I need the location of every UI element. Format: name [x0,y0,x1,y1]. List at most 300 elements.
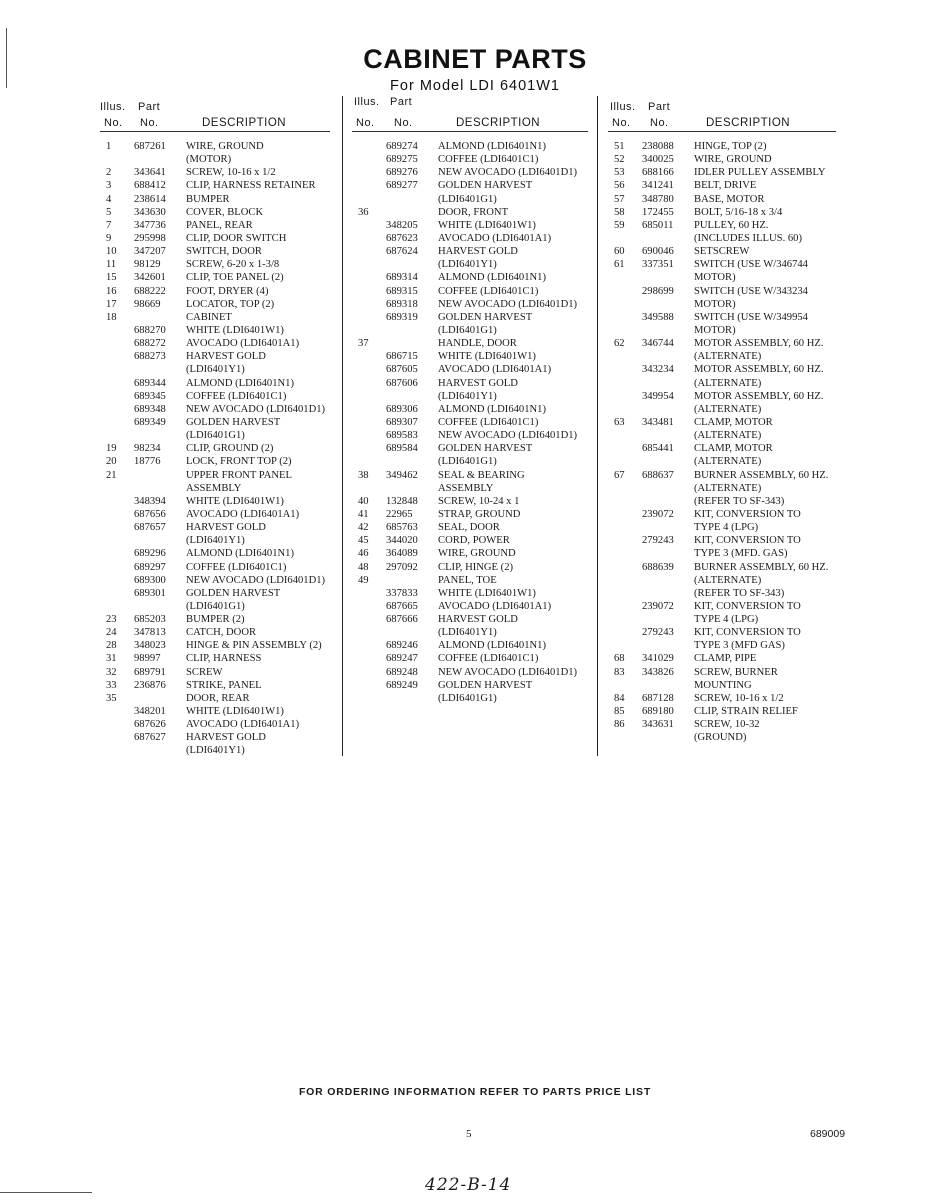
parts-row [614,692,844,705]
part-number: 689584 [386,443,418,455]
part-number: 689319 [386,311,418,323]
part-description: (REFER TO SF-343) [694,495,785,507]
part-description: CLIP, TOE PANEL (2) [186,272,284,284]
header-rule [352,131,588,132]
parts-row [106,521,341,534]
parts-row [614,337,844,350]
parts-row [358,166,598,179]
part-description: HARVEST GOLD [438,246,518,258]
part-description: HARVEST GOLD [186,732,266,744]
illus-number: 40 [358,495,369,507]
parts-column-2 [354,96,598,705]
parts-row [106,311,341,324]
parts-rows [358,140,598,705]
part-number: 348780 [642,193,674,205]
parts-row [614,613,844,626]
part-number: 238088 [642,141,674,152]
header-illus: Illus. [100,101,126,113]
part-description: BASE, MOTOR [694,193,765,205]
part-description: BURNER ASSEMBLY, 60 HZ. [694,469,829,481]
illus-number: 42 [358,522,369,534]
part-description: HARVEST GOLD [186,351,266,363]
parts-row [614,718,844,731]
part-description: MOTOR) [694,298,736,310]
part-description: (LDI6401Y1) [186,745,245,757]
header-part-no: No. [140,117,159,129]
parts-row [106,482,341,495]
part-description: BURNER ASSEMBLY, 60 HZ. [694,561,829,573]
part-description: COVER, BLOCK [186,206,264,218]
parts-row [614,232,844,245]
parts-row [106,179,341,192]
parts-row [358,495,598,508]
part-description: BOLT, 5/16-18 x 3/4 [694,206,783,218]
parts-row [614,166,844,179]
part-number: 689791 [134,666,166,678]
parts-row [358,271,598,284]
parts-row [106,600,341,613]
part-description: GOLDEN HARVEST [438,180,533,192]
parts-row [106,285,341,298]
illus-number: 84 [614,692,625,704]
part-number: 689344 [134,377,166,389]
part-description: DOOR, REAR [186,692,250,704]
parts-row [614,508,844,521]
part-number: 347207 [134,246,166,258]
parts-row [106,534,341,547]
part-number: 689276 [386,167,418,179]
part-description: WHITE (LDI6401W1) [186,706,284,718]
part-number: 689247 [386,653,418,665]
illus-number: 20 [106,456,117,468]
illus-number: 41 [358,508,369,520]
illus-number: 35 [106,692,117,704]
parts-row [614,429,844,442]
part-number: 236876 [134,679,166,691]
parts-row [358,521,598,534]
parts-row [614,377,844,390]
part-description: (ALTERNATE) [694,351,762,363]
part-description: KIT, CONVERSION TO [694,535,801,547]
header-illus: Illus. [354,96,380,108]
page-title: CABINET PARTS [363,44,587,74]
illus-number: 53 [614,167,625,179]
part-description: CLAMP, PIPE [694,653,757,665]
parts-row [106,206,341,219]
part-number: 688273 [134,351,166,363]
parts-row [358,587,598,600]
parts-row [106,390,341,403]
part-description: (LDI6401G1) [186,430,245,442]
part-description: CLIP, GROUND (2) [186,443,274,455]
parts-row [614,219,844,232]
parts-row [358,652,598,665]
part-description: AVOCADO (LDI6401A1) [438,364,552,376]
part-description: ALMOND (LDI6401N1) [438,640,546,652]
part-number: 687623 [386,232,418,244]
parts-row [358,613,598,626]
illus-number: 32 [106,666,117,678]
parts-row [358,258,598,271]
parts-row [614,153,844,166]
part-description: HINGE, TOP (2) [694,141,767,152]
illus-number: 33 [106,679,117,691]
part-number: 689246 [386,640,418,652]
parts-row [106,547,341,560]
part-description: LOCATOR, TOP (2) [186,298,275,310]
parts-row [614,311,844,324]
part-description: COFFEE (LDI6401C1) [438,154,539,166]
part-description: GOLDEN HARVEST [186,587,281,599]
parts-row [614,574,844,587]
illus-number: 58 [614,206,625,218]
parts-row [358,206,598,219]
parts-row [106,442,341,455]
parts-row [358,245,598,258]
part-number: 342601 [134,272,166,284]
part-number: 279243 [642,535,674,547]
part-number: 687261 [134,141,166,152]
header-part: Part [390,96,413,108]
parts-row [614,416,844,429]
part-description: GOLDEN HARVEST [438,311,533,323]
part-description: SWITCH (USE W/346744 [694,259,808,271]
illus-number: 56 [614,180,625,192]
parts-row [358,324,598,337]
part-number: 689248 [386,666,418,678]
illus-number: 59 [614,219,625,231]
part-number: 689307 [386,416,418,428]
illus-number: 83 [614,666,625,678]
parts-row [106,626,341,639]
part-description: (INCLUDES ILLUS. 60) [694,232,802,244]
part-number: 689297 [134,561,166,573]
parts-row [106,508,341,521]
parts-row [358,600,598,613]
part-number: 689314 [386,272,418,284]
parts-row [358,232,598,245]
parts-row [106,363,341,376]
parts-row [106,495,341,508]
parts-row [614,482,844,495]
header-rule [100,131,330,132]
parts-row [614,363,844,376]
parts-row [614,140,844,153]
part-description: (GROUND) [694,732,747,744]
part-number: 689306 [386,403,418,415]
part-number: 343826 [642,666,674,678]
part-description: FOOT, DRYER (4) [186,285,269,297]
parts-row [614,547,844,560]
part-number: 337833 [386,587,418,599]
part-description: NEW AVOCADO (LDI6401D1) [438,167,578,179]
part-description: GOLDEN HARVEST [438,443,533,455]
part-description: WHITE (LDI6401W1) [186,495,284,507]
illus-number: 3 [106,180,112,192]
ordering-note: FOR ORDERING INFORMATION REFER TO PARTS PRICE LIST [298,1086,652,1098]
part-description: SEAL, DOOR [438,522,500,534]
part-number: 685203 [134,614,166,626]
part-number: 295998 [134,232,166,244]
part-number: 18776 [134,456,161,468]
parts-row [106,731,341,744]
part-description: AVOCADO (LDI6401A1) [438,600,552,612]
parts-row [106,652,341,665]
part-number: 337351 [642,259,674,271]
parts-row [614,600,844,613]
part-description: CLIP, HARNESS [186,653,262,665]
part-number: 297092 [386,561,418,573]
part-number: 689277 [386,180,418,192]
part-number: 689301 [134,587,166,599]
part-number: 239072 [642,508,674,520]
parts-row [106,705,341,718]
illus-number: 21 [106,469,117,481]
part-description: CLIP, DOOR SWITCH [186,232,287,244]
part-number: 689300 [134,574,166,586]
illus-number: 23 [106,614,117,626]
part-description: CLAMP, MOTOR [694,416,773,428]
illus-number: 5 [106,206,112,218]
part-number: 688222 [134,285,166,297]
part-description: (REFER TO SF-343) [694,587,785,599]
parts-row [106,744,341,757]
parts-row [106,232,341,245]
part-number: 279243 [642,627,674,639]
parts-row [358,508,598,521]
parts-row [358,679,598,692]
part-number: 349462 [386,469,418,481]
parts-row [358,350,598,363]
part-description: COFFEE (LDI6401C1) [186,561,287,573]
parts-row [358,403,598,416]
parts-row [358,311,598,324]
scan-mark [0,1192,92,1193]
header-rule [608,131,836,132]
part-number: 343630 [134,206,166,218]
part-description: NEW AVOCADO (LDI6401D1) [186,403,326,415]
part-description: (LDI6401G1) [438,456,497,468]
parts-row [358,140,598,153]
parts-row [106,350,341,363]
part-description: TYPE 3 (MFD. GAS) [694,548,788,560]
parts-row [614,193,844,206]
part-description: AVOCADO (LDI6401A1) [186,338,300,350]
part-description: (ALTERNATE) [694,403,762,415]
illus-number: 17 [106,298,117,310]
part-number: 689315 [386,285,418,297]
parts-row [106,469,341,482]
parts-row [614,271,844,284]
part-description: SEAL & BEARING [438,469,525,481]
illus-number: 62 [614,338,625,350]
parts-row [358,363,598,376]
parts-row [614,587,844,600]
header-part: Part [648,101,671,113]
part-number: 348394 [134,495,166,507]
part-description: NEW AVOCADO (LDI6401D1) [186,574,326,586]
part-description: SCREW, 10-24 x 1 [438,495,520,507]
illus-number: 45 [358,535,369,547]
illus-number: 31 [106,653,117,665]
part-number: 347813 [134,627,166,639]
part-description: MOTOR) [694,324,736,336]
column-divider [342,96,343,756]
part-number: 685011 [642,219,674,231]
part-description: MOTOR ASSEMBLY, 60 HZ. [694,338,824,350]
part-number: 298699 [642,285,674,297]
parts-row [106,377,341,390]
illus-number: 36 [358,206,369,218]
parts-row [614,442,844,455]
illus-number: 19 [106,443,117,455]
part-description: AVOCADO (LDI6401A1) [186,508,300,520]
parts-column-3 [610,100,844,744]
part-number: 689583 [386,430,418,442]
parts-row [106,258,341,271]
part-description: SWITCH, DOOR [186,246,262,258]
part-number: 172455 [642,206,674,218]
part-number: 348201 [134,706,166,718]
part-description: CORD, POWER [438,535,510,547]
part-number: 343481 [642,416,674,428]
part-description: (MOTOR) [186,154,232,166]
part-number: 22965 [386,508,413,520]
part-number: 687624 [386,246,418,258]
part-description: SETSCREW [694,246,750,258]
part-description: HARVEST GOLD [186,522,266,534]
part-description: (ALTERNATE) [694,482,762,494]
part-description: BUMPER (2) [186,614,245,626]
parts-row [358,377,598,390]
part-description: MOTOR) [694,272,736,284]
part-number: 347736 [134,219,166,231]
part-number: 98669 [134,298,161,310]
column-header [100,100,341,132]
part-description: HARVEST GOLD [438,614,518,626]
part-description: LOCK, FRONT TOP (2) [186,456,292,468]
illus-number: 16 [106,285,117,297]
part-description: SCREW, 10-16 x 1/2 [694,692,784,704]
part-description: COFFEE (LDI6401C1) [438,416,539,428]
part-number: 687626 [134,719,166,731]
part-number: 349954 [642,390,674,402]
header-illus-no: No. [356,117,375,129]
part-number: 98234 [134,443,161,455]
parts-row [358,626,598,639]
parts-row [614,206,844,219]
parts-row [614,455,844,468]
illus-number: 24 [106,627,117,639]
parts-row [106,613,341,626]
parts-row [614,534,844,547]
part-description: ALMOND (LDI6401N1) [438,141,546,152]
part-description: PULLEY, 60 HZ. [694,219,769,231]
part-number: 343641 [134,167,166,179]
part-number: 689296 [134,548,166,560]
illus-number: 86 [614,719,625,731]
illus-number: 67 [614,469,625,481]
part-description: CLIP, HARNESS RETAINER [186,180,316,192]
parts-row [614,495,844,508]
part-description: (LDI6401G1) [186,600,245,612]
parts-row [614,469,844,482]
illus-number: 9 [106,232,112,244]
page-number: 5 [466,1128,472,1140]
parts-row [106,679,341,692]
part-description: CLIP, HINGE (2) [438,561,514,573]
part-description: STRIKE, PANEL [186,679,262,691]
part-number: 98997 [134,653,161,665]
parts-row [106,271,341,284]
parts-row [106,153,341,166]
illus-number: 61 [614,259,625,271]
header-part-no: No. [650,117,669,129]
part-description: CABINET [186,311,232,323]
part-number: 98129 [134,259,161,271]
part-description: IDLER PULLEY ASSEMBLY [694,167,826,179]
part-description: GOLDEN HARVEST [438,679,533,691]
parts-row [614,390,844,403]
parts-row [358,639,598,652]
part-number: 687627 [134,732,166,744]
part-description: WHITE (LDI6401W1) [438,587,536,599]
part-description: NEW AVOCADO (LDI6401D1) [438,298,578,310]
part-number: 238614 [134,193,166,205]
scan-mark [6,28,7,88]
part-number: 687128 [642,692,674,704]
parts-row [614,666,844,679]
part-number: 341029 [642,653,674,665]
part-number: 689249 [386,679,418,691]
part-description: HANDLE, DOOR [438,338,517,350]
part-description: GOLDEN HARVEST [186,416,281,428]
part-description: ASSEMBLY [438,482,494,494]
part-description: UPPER FRONT PANEL [186,469,292,481]
parts-row [106,298,341,311]
part-description: HINGE & PIN ASSEMBLY (2) [186,640,322,652]
parts-row [358,429,598,442]
model-subtitle: For Model LDI 6401W1 [390,78,560,94]
part-number: 689345 [134,390,166,402]
header-description: DESCRIPTION [706,117,791,129]
parts-row [106,140,341,153]
parts-row [106,245,341,258]
illus-number: 10 [106,246,117,258]
illus-number: 51 [614,141,625,152]
part-number: 687656 [134,508,166,520]
part-number: 689180 [642,706,674,718]
illus-number: 2 [106,167,112,179]
parts-row [614,350,844,363]
parts-row [358,547,598,560]
part-number: 688637 [642,469,674,481]
parts-row [614,705,844,718]
illus-number: 49 [358,574,369,586]
part-description: ALMOND (LDI6401N1) [438,403,546,415]
illus-number: 46 [358,548,369,560]
part-description: KIT, CONVERSION TO [694,600,801,612]
illus-number: 38 [358,469,369,481]
column-divider [597,96,598,756]
part-description: PANEL, REAR [186,219,253,231]
part-description: WHITE (LDI6401W1) [186,324,284,336]
parts-row [358,285,598,298]
header-part-no: No. [394,117,413,129]
parts-row [358,455,598,468]
parts-row [358,692,598,705]
part-number: 686715 [386,351,418,363]
